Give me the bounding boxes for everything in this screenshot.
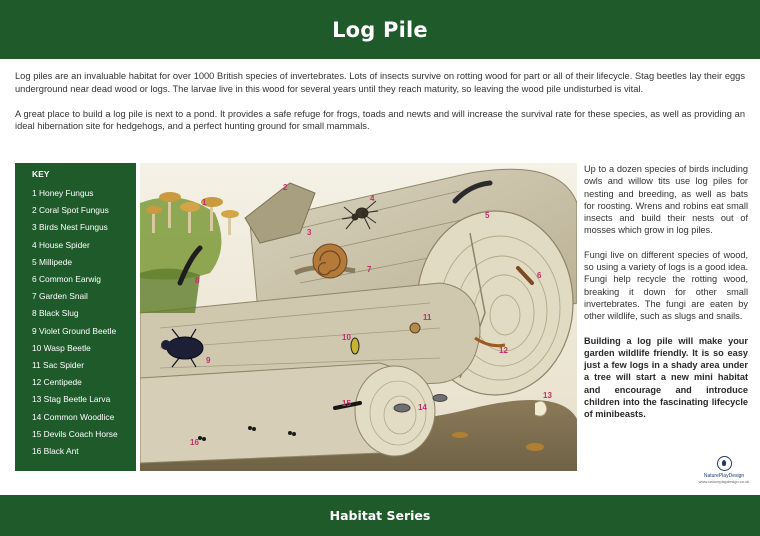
label-12: 12 <box>499 346 508 355</box>
key-item: 9 Violet Ground Beetle <box>32 325 117 336</box>
key-item: 15 Devils Coach Horse <box>32 428 118 439</box>
key-item: 12 Centipede <box>32 377 82 388</box>
label-16: 16 <box>190 438 199 447</box>
key-item: 8 Black Slug <box>32 308 79 319</box>
page-title: Log Pile <box>332 17 428 42</box>
key-item: 4 House Spider <box>32 239 90 250</box>
moss-patch-lower <box>140 268 200 313</box>
key-item: 16 Black Ant <box>32 446 79 457</box>
log-pile-illustration <box>140 163 577 471</box>
key-item: 5 Millipede <box>32 256 73 267</box>
label-10: 10 <box>342 333 351 342</box>
species-key <box>15 163 136 471</box>
key-item: 10 Wasp Beetle <box>32 342 91 353</box>
side-text <box>584 163 748 421</box>
intro-paragraph-1: Log piles are an invaluable habitat for over 1000 British species of invertebrates. Lots of insects survive on rotting wood for part or all of their lifecycle. Stag beetles lay their eggs underground near dead wood or logs. The larvae live in this wood for several years until they reach maturity, so leaving the wood pile undisturbed is vital. <box>15 71 745 94</box>
side-paragraph-1: Up to a dozen species of birds including owls and willow tits use log piles for nesting and breeding, as well as bats for roosting. Wrens and robins eat small insects and build their nests out of mosses which grow in log piles. <box>584 164 748 236</box>
stag-beetle-larva <box>535 401 547 416</box>
key-item: 7 Garden Snail <box>32 291 88 302</box>
key-title: KEY <box>32 169 50 179</box>
key-list <box>32 185 136 460</box>
label-13: 13 <box>543 391 552 400</box>
key-item: 3 Birds Nest Fungus <box>32 222 108 233</box>
side-paragraph-2: Fungi live on different species of wood, so using a variety of logs is a good idea. Fungi help recycle the rotting wood, breaking it down for other small invertebrates. The fungi are eaten by other wildlife, such as slugs and snails. <box>584 249 748 322</box>
log-pile-drawing <box>140 163 577 471</box>
key-item: 6 Common Earwig <box>32 274 101 285</box>
label-14: 14 <box>418 403 427 412</box>
label-5: 5 <box>485 211 490 220</box>
logo-brand: NaturePlayDesign <box>703 473 745 479</box>
header-bar <box>0 0 760 59</box>
key-item: 1 Honey Fungus <box>32 188 94 198</box>
key-item: 2 Coral Spot Fungus <box>32 205 109 216</box>
wasp-beetle <box>351 338 359 354</box>
logo-mark-icon <box>717 456 732 471</box>
intro-text <box>15 70 745 133</box>
label-2: 2 <box>283 183 288 192</box>
label-6: 6 <box>537 271 542 280</box>
label-15: 15 <box>342 399 351 408</box>
label-8: 8 <box>195 276 200 285</box>
logo-url: www.natureplaydesign.co.uk <box>698 479 750 484</box>
series-title: Habitat Series <box>329 508 431 523</box>
label-4: 4 <box>370 194 375 203</box>
footer-bar <box>0 495 760 536</box>
key-item: 13 Stag Beetle Larva <box>32 394 111 405</box>
label-11: 11 <box>423 313 432 322</box>
label-7: 7 <box>367 265 372 274</box>
key-item: 11 Sac Spider <box>32 360 84 371</box>
key-item: 14 Common Woodlice <box>32 411 115 422</box>
label-3: 3 <box>307 228 312 237</box>
intro-paragraph-2: A great place to build a log pile is next to a pond. It provides a safe refuge for frogs, toads and newts and will increase the survival rate for these species, as well as providing an ideal hibernation site for hedgehogs, and a perfect hunting ground for small mammals. <box>15 108 745 132</box>
sac-spider <box>410 323 420 333</box>
label-1: 1 <box>202 198 207 207</box>
brand-logo <box>694 456 754 490</box>
label-9: 9 <box>206 356 211 365</box>
side-paragraph-3: Building a log pile will make your garden wildlife friendly. It is so easy just a few logs in a shady area under a tree will start a new mini habitat and encourage and introduce children into the fascinating lifecycle of minibeasts. <box>584 335 748 420</box>
